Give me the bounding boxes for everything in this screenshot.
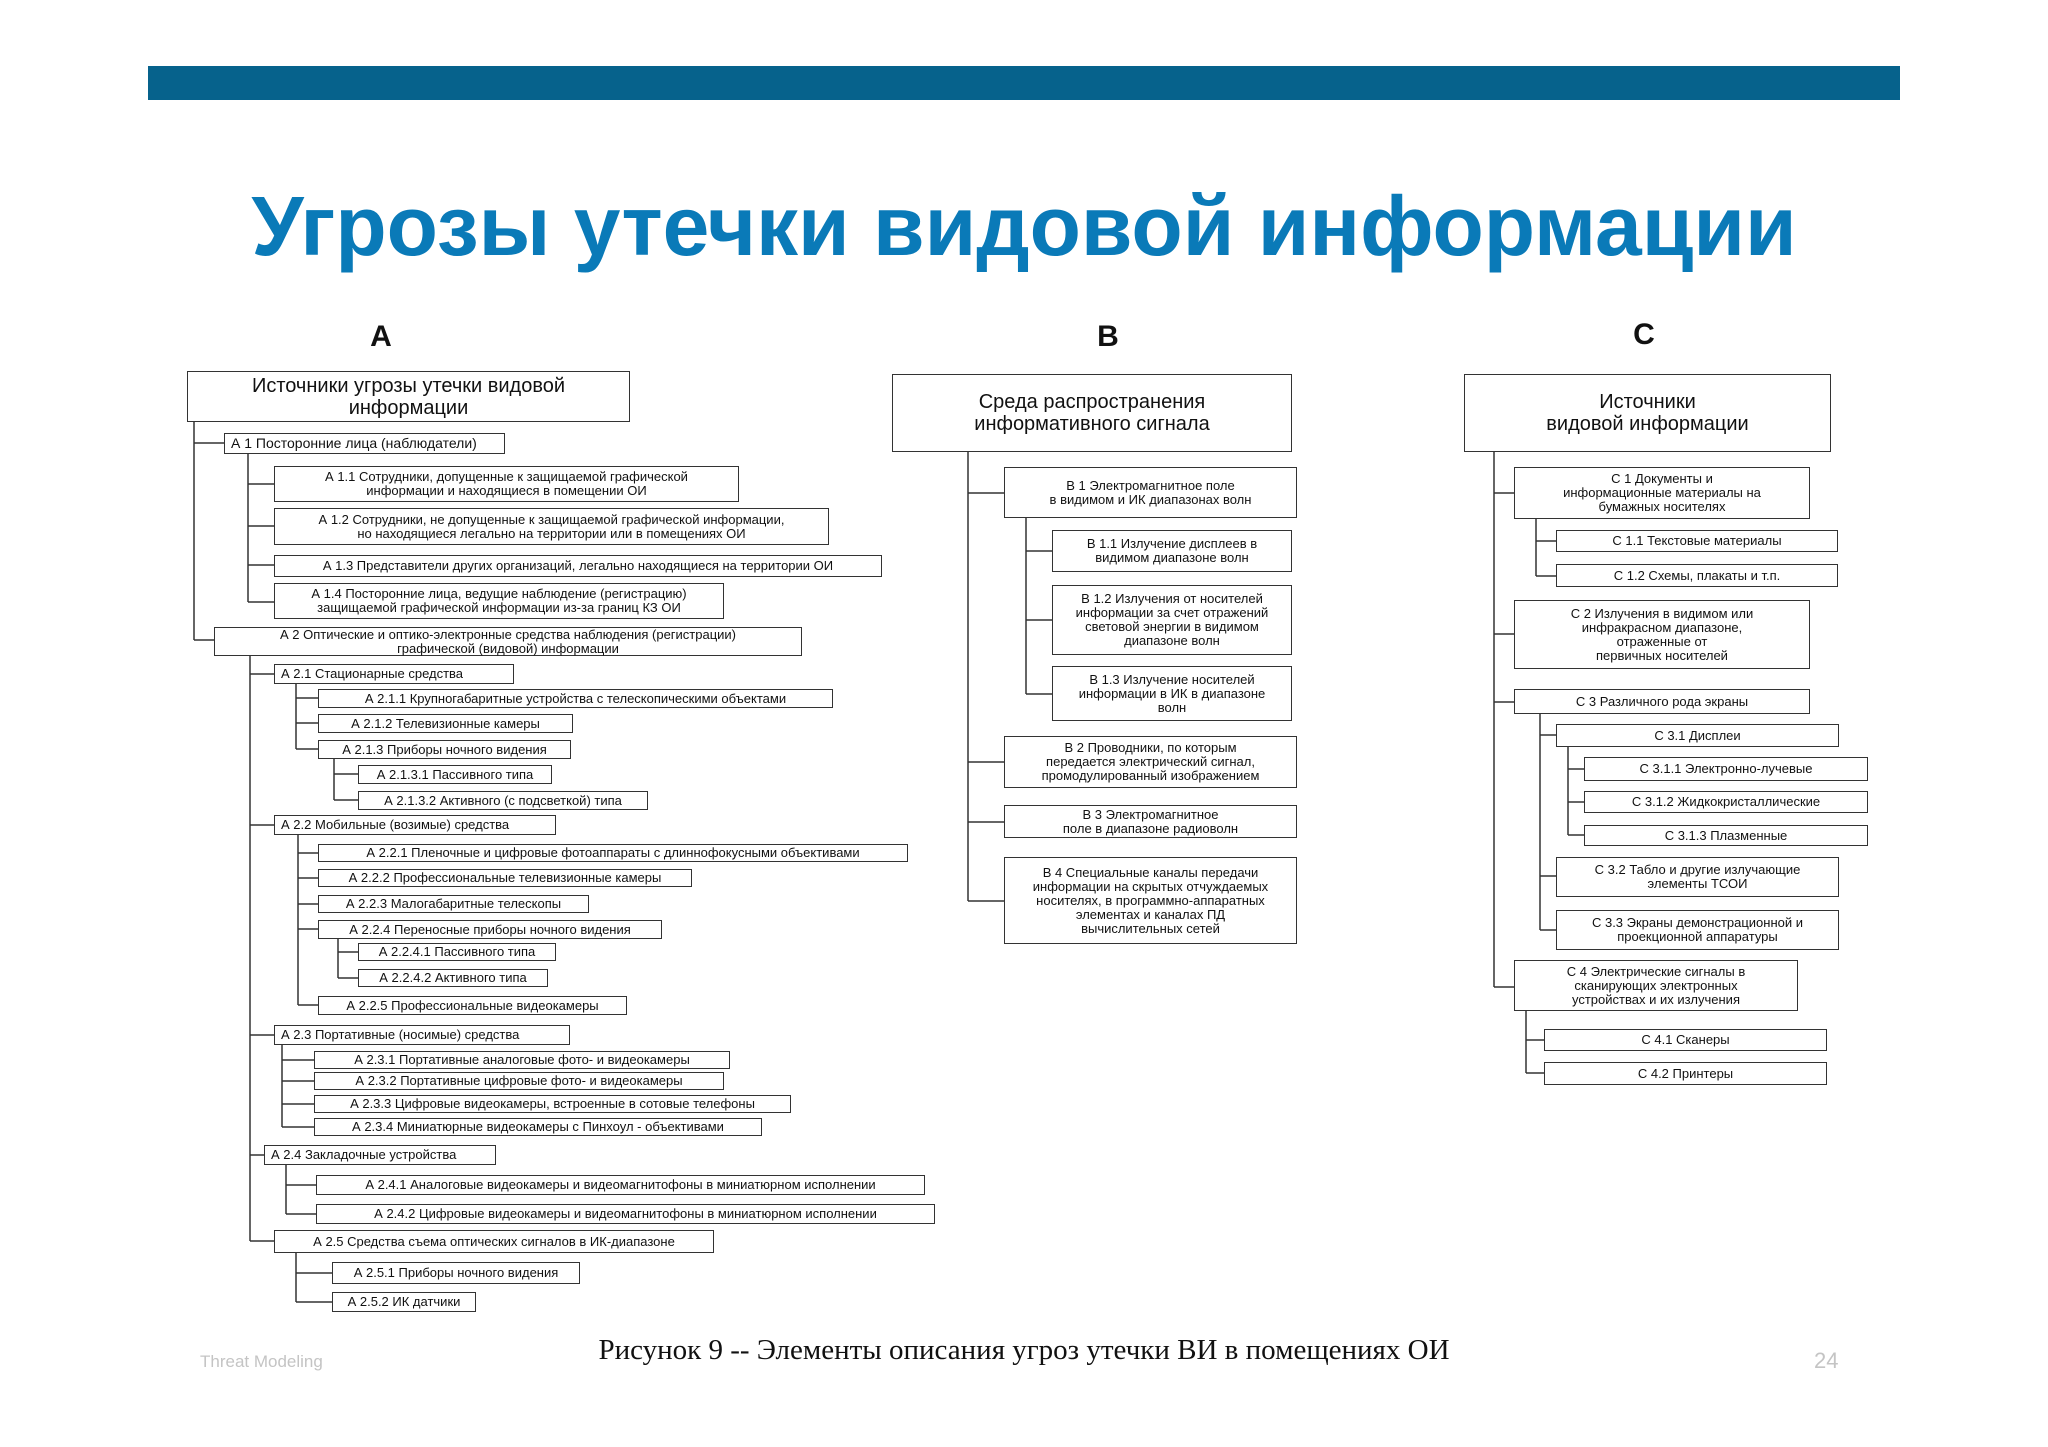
a225-box: А 2.2.5 Профессиональные видеокамеры: [318, 996, 627, 1015]
a2132-box: А 2.1.3.2 Активного (с подсветкой) типа: [358, 791, 648, 810]
c42-box: С 4.2 Принтеры: [1544, 1062, 1827, 1085]
b1-box: В 1 Электромагнитное поле в видимом и ИК диапазонах волн: [1004, 467, 1297, 518]
b12-box: В 1.2 Излучения от носителей информации за счет отражений световой энергии в видимом диапазоне волн: [1052, 585, 1292, 655]
a14-box: А 1.4 Посторонние лица, ведущие наблюдение (регистрацию) защищаемой графической информации из-за границ КЗ ОИ: [274, 583, 724, 619]
a211-box: А 2.1.1 Крупногабаритные устройства с телескопическими объектами: [318, 689, 833, 708]
b11-box: В 1.1 Излучение дисплеев в видимом диапазоне волн: [1052, 530, 1292, 572]
a24-box: А 2.4 Закладочные устройства: [264, 1145, 496, 1165]
a221-box: А 2.2.1 Пленочные и цифровые фотоаппараты с длиннофокусными объективами: [318, 844, 908, 862]
b13-box: В 1.3 Излучение носителей информации в ИК в диапазоне волн: [1052, 666, 1292, 721]
a2242-box: А 2.2.4.2 Активного типа: [358, 969, 548, 987]
c-root-box: Источники видовой информации: [1464, 374, 1831, 452]
a25-box: А 2.5 Средства съема оптических сигналов в ИК-диапазоне: [274, 1230, 714, 1253]
a231-box: А 2.3.1 Портативные аналоговые фото- и видеокамеры: [314, 1051, 730, 1069]
a222-box: А 2.2.2 Профессиональные телевизионные камеры: [318, 869, 692, 887]
c1-box: С 1 Документы и информационные материалы на бумажных носителях: [1514, 467, 1810, 519]
a12-box: А 1.2 Сотрудники, не допущенные к защищаемой графической информации, но находящиеся легально на территории или в помещениях ОИ: [274, 508, 829, 545]
c4-box: С 4 Электрические сигналы в сканирующих электронных устройствах и их излучения: [1514, 960, 1798, 1011]
c41-box: С 4.1 Сканеры: [1544, 1029, 1827, 1051]
a234-box: А 2.3.4 Миниатюрные видеокамеры с Пинхоул - объективами: [314, 1118, 762, 1136]
b2-box: В 2 Проводники, по которым передается электрический сигнал, промодулированный изображением: [1004, 736, 1297, 788]
b4-box: В 4 Специальные каналы передачи информации на скрытых отчуждаемых носителях, в программно-аппаратных элементах и каналах ПД вычислительных сетей: [1004, 857, 1297, 944]
c33-box: С 3.3 Экраны демонстрационной и проекционной аппаратуры: [1556, 910, 1839, 950]
a22-box: А 2.2 Мобильные (возимые) средства: [274, 815, 556, 835]
a2131-box: А 2.1.3.1 Пассивного типа: [358, 765, 552, 784]
b3-box: В 3 Электромагнитное поле в диапазоне радиоволн: [1004, 805, 1297, 838]
a13-box: А 1.3 Представители других организаций, легально находящиеся на территории ОИ: [274, 555, 882, 577]
a213-box: А 2.1.3 Приборы ночного видения: [318, 740, 571, 759]
a241-box: А 2.4.1 Аналоговые видеокамеры и видеомагнитофоны в миниатюрном исполнении: [316, 1175, 925, 1195]
c3-box: С 3 Различного рода экраны: [1514, 689, 1810, 714]
c311-box: С 3.1.1 Электронно-лучевые: [1584, 757, 1868, 781]
a232-box: А 2.3.2 Портативные цифровые фото- и видеокамеры: [314, 1072, 724, 1090]
a1-box: А 1 Посторонние лица (наблюдатели): [224, 433, 505, 454]
column-b-label: В: [1097, 320, 1119, 353]
a-root-box: Источники угрозы утечки видовой информации: [187, 371, 630, 422]
c12-box: С 1.2 Схемы, плакаты и т.п.: [1556, 564, 1838, 587]
column-a-label: А: [370, 320, 392, 353]
page-title: Угрозы утечки видовой информации: [251, 179, 1797, 273]
a2-box: А 2 Оптические и оптико-электронные средства наблюдения (регистрации) графической (видовой) информации: [214, 627, 802, 656]
c11-box: С 1.1 Текстовые материалы: [1556, 530, 1838, 552]
c313-box: С 3.1.3 Плазменные: [1584, 825, 1868, 846]
a11-box: А 1.1 Сотрудники, допущенные к защищаемой графической информации и находящиеся в помещении ОИ: [274, 466, 739, 502]
a23-box: А 2.3 Портативные (носимые) средства: [274, 1025, 570, 1045]
a251-box: А 2.5.1 Приборы ночного видения: [332, 1262, 580, 1284]
figure-caption: Рисунок 9 -- Элементы описания угроз утечки ВИ в помещениях ОИ: [598, 1334, 1450, 1366]
footer-label: Threat Modeling: [200, 1352, 323, 1371]
a252-box: А 2.5.2 ИК датчики: [332, 1292, 476, 1312]
a2241-box: А 2.2.4.1 Пассивного типа: [358, 943, 556, 961]
a21-box: А 2.1 Стационарные средства: [274, 664, 514, 684]
a224-box: А 2.2.4 Переносные приборы ночного видения: [318, 920, 662, 939]
b-root-box: Среда распространения информативного сигнала: [892, 374, 1292, 452]
a233-box: А 2.3.3 Цифровые видеокамеры, встроенные в сотовые телефоны: [314, 1095, 791, 1113]
c312-box: С 3.1.2 Жидкокристаллические: [1584, 791, 1868, 813]
c31-box: С 3.1 Дисплеи: [1556, 724, 1839, 747]
page-number: 24: [1814, 1348, 1839, 1373]
column-c-label: С: [1633, 318, 1655, 351]
c32-box: С 3.2 Табло и другие излучающие элементы ТСОИ: [1556, 857, 1839, 897]
a212-box: А 2.1.2 Телевизионные камеры: [318, 714, 573, 733]
a242-box: А 2.4.2 Цифровые видеокамеры и видеомагнитофоны в миниатюрном исполнении: [316, 1204, 935, 1224]
c2-box: С 2 Излучения в видимом или инфракрасном диапазоне, отраженные от первичных носителей: [1514, 600, 1810, 669]
a223-box: А 2.2.3 Малогабаритные телескопы: [318, 895, 589, 913]
